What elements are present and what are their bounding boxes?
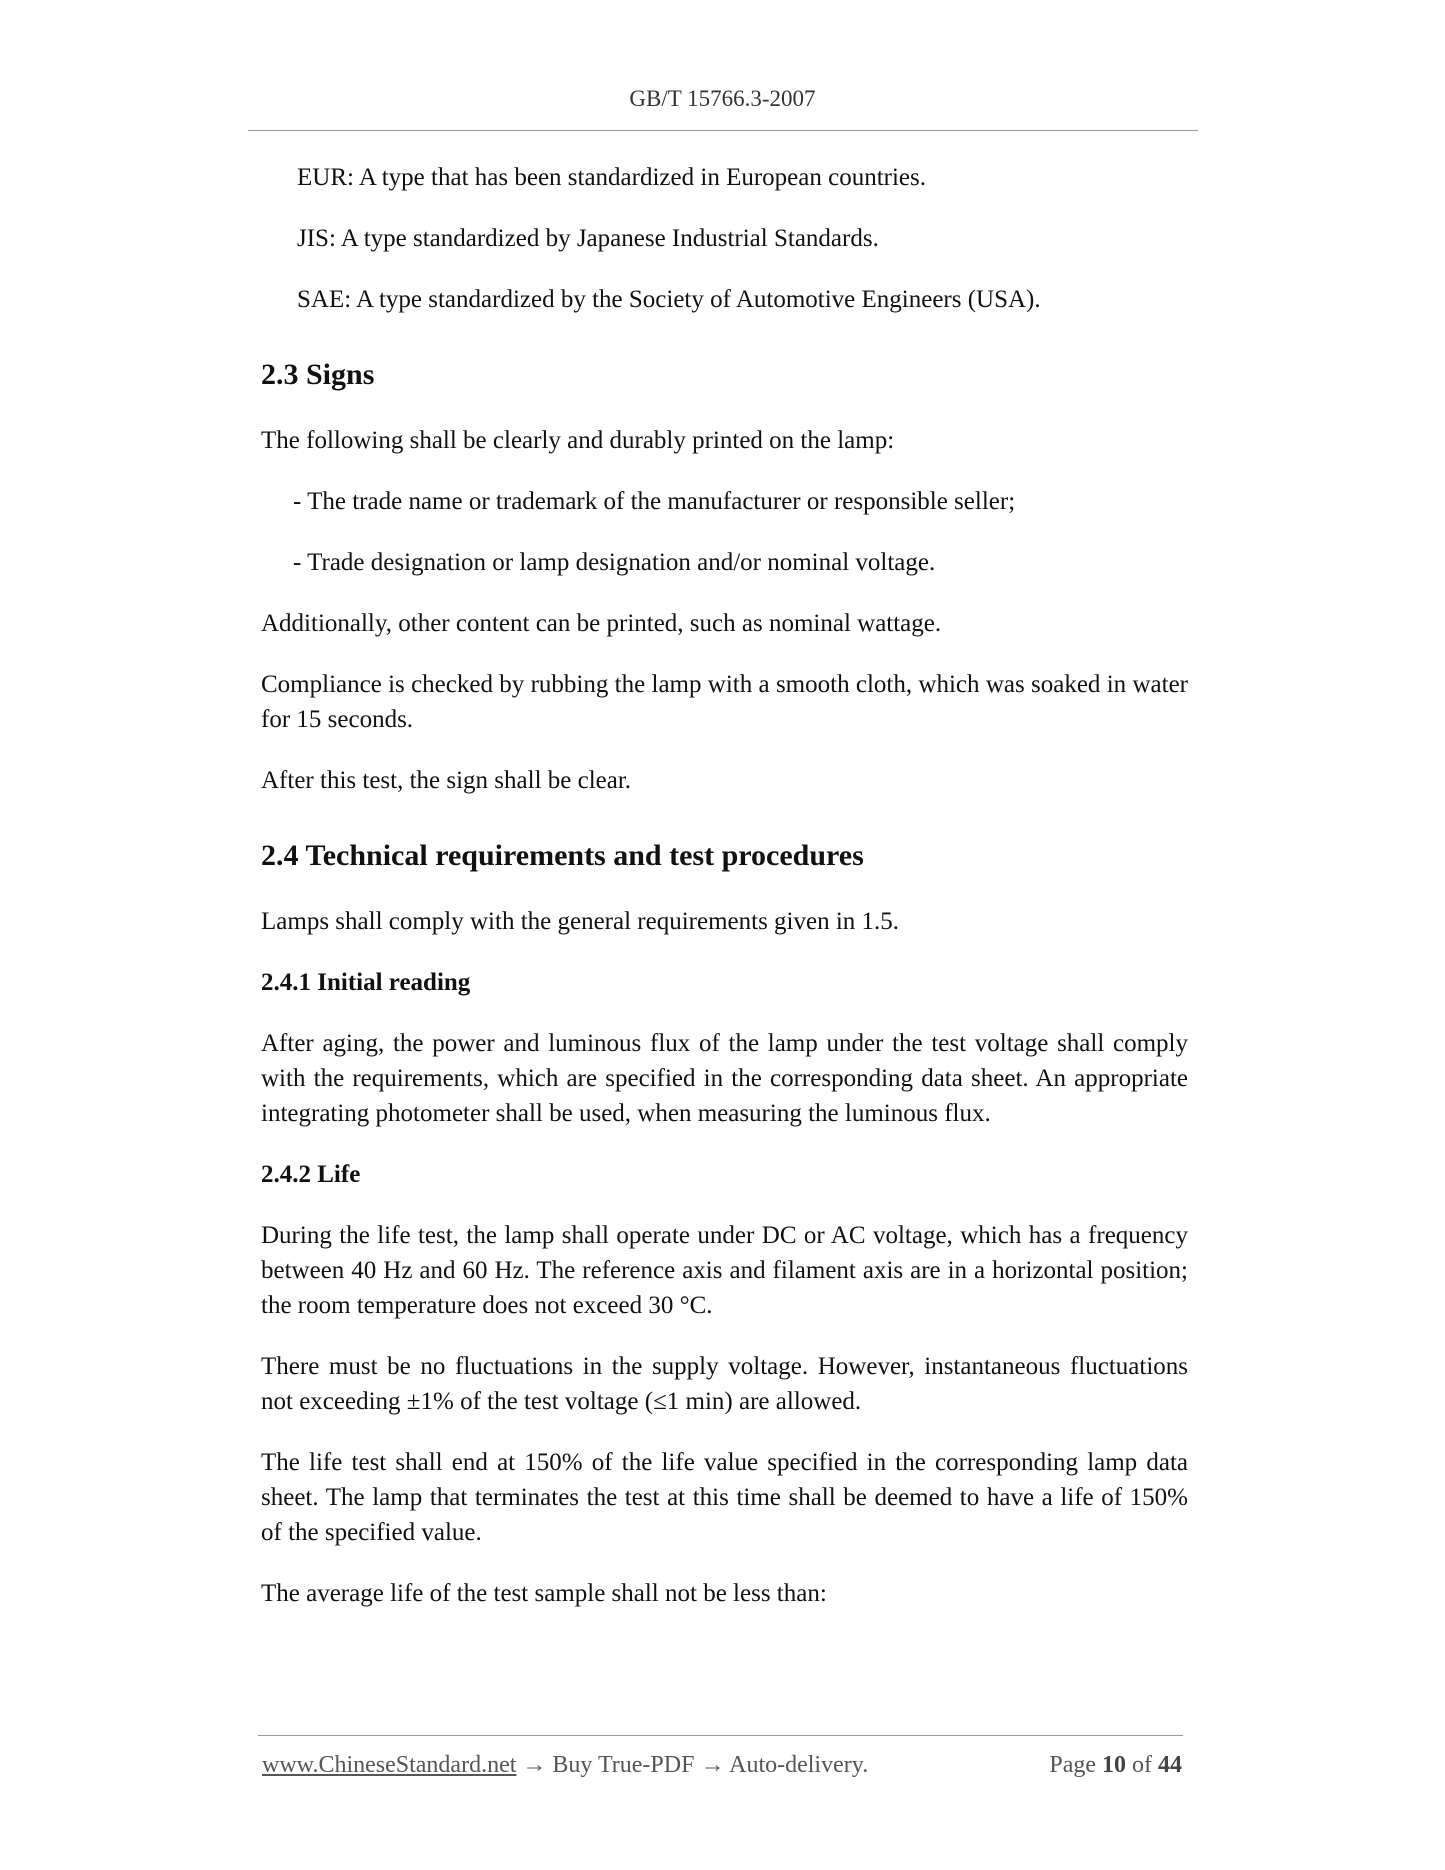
- signs-paragraph-1: The following shall be clearly and durably printed on the lamp:: [261, 427, 895, 454]
- signs-paragraph-3: Compliance is checked by rubbing the lamp with a smooth cloth, which was soaked in water for 15 seconds.: [261, 671, 1188, 733]
- footer-tagline: → Buy True-PDF → Auto-delivery.: [516, 1752, 869, 1778]
- page-label: Page: [1049, 1752, 1096, 1778]
- page-indicator: [1049, 1752, 1182, 1779]
- of-label: of: [1132, 1752, 1152, 1778]
- life-paragraph-4: The average life of the test sample shall not be less than:: [261, 1580, 827, 1607]
- subsection-heading-life: 2.4.2 Life: [261, 1161, 361, 1188]
- life-paragraph-1: During the life test, the lamp shall operate under DC or AC voltage, which has a frequency between 40 Hz and 60 Hz. The reference axis and filament axis are in a horizontal position; the room temperature does not exceed 30 °C.: [261, 1222, 1188, 1319]
- footer-promo: [262, 1752, 868, 1779]
- life-paragraph-2: There must be no fluctuations in the supply voltage. However, instantaneous fluctuations not exceeding ±1% of the test voltage (≤1 min) are allowed.: [261, 1353, 1188, 1415]
- definition-eur: EUR: A type that has been standardized in European countries.: [297, 164, 926, 191]
- definition-sae: SAE: A type standardized by the Society of Automotive Engineers (USA).: [297, 286, 1041, 313]
- signs-paragraph-2: Additionally, other content can be printed, such as nominal wattage.: [261, 610, 942, 637]
- signs-paragraph-4: After this test, the sign shall be clear.: [261, 767, 632, 794]
- page-number: 10: [1102, 1752, 1126, 1778]
- technical-paragraph-1: Lamps shall comply with the general requirements given in 1.5.: [261, 908, 900, 935]
- footer-divider: [258, 1735, 1183, 1736]
- total-pages: 44: [1158, 1752, 1182, 1778]
- page-footer: [262, 1752, 1182, 1779]
- signs-bullet-1: - The trade name or trademark of the manufacturer or responsible seller;: [293, 488, 1016, 515]
- initial-reading-paragraph: After aging, the power and luminous flux of the lamp under the test voltage shall comply with the requirements, which are specified in the corresponding data sheet. An appropriate integrating photometer shall be used, when measuring the luminous flux.: [261, 1030, 1188, 1127]
- section-heading-technical-requirements: 2.4 Technical requirements and test procedures: [261, 839, 864, 872]
- life-paragraph-3: The life test shall end at 150% of the life value specified in the corresponding lamp data sheet. The lamp that terminates the test at this time shall be deemed to have a life of 150% of the specified value.: [261, 1449, 1188, 1546]
- subsection-heading-initial-reading: 2.4.1 Initial reading: [261, 969, 471, 996]
- section-heading-signs: 2.3 Signs: [261, 358, 375, 391]
- document-body: [261, 160, 1188, 1637]
- page-header-title: GB/T 15766.3-2007: [629, 86, 816, 111]
- signs-bullet-2: - Trade designation or lamp designation and/or nominal voltage.: [293, 549, 936, 576]
- definition-jis: JIS: A type standardized by Japanese Industrial Standards.: [297, 225, 879, 252]
- footer-site-link[interactable]: www.ChineseStandard.net: [262, 1752, 517, 1778]
- header-divider: [248, 130, 1198, 131]
